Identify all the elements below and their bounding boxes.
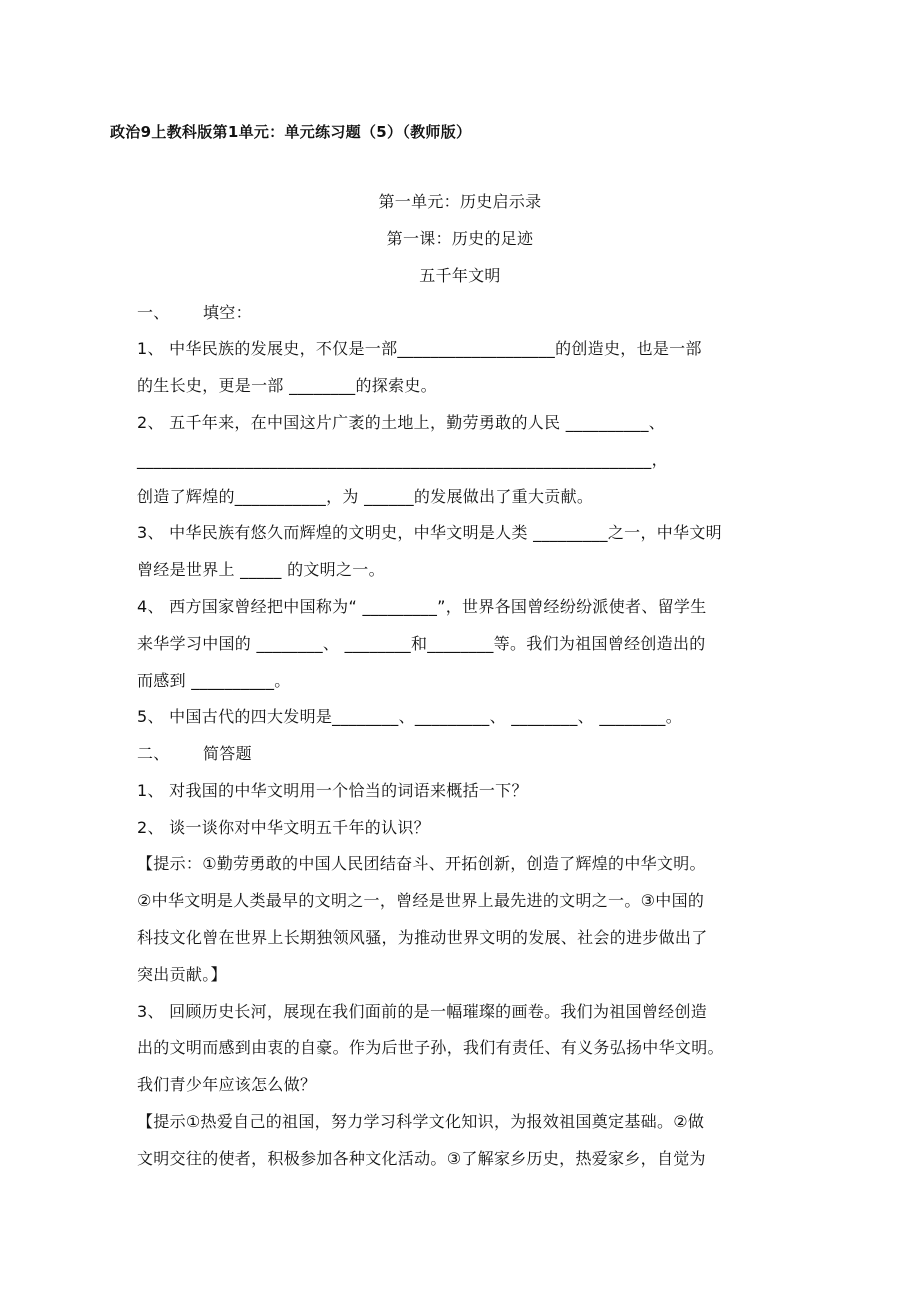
question-5: 5、 中国古代的四大发明是________、_________、 ________、 ________。 — [137, 707, 683, 726]
short-answer-3-line-3: 我们青少年应该怎么做？ — [137, 1075, 317, 1094]
hint-2-line-1: 【提示：①勤劳勇敢的中国人民团结奋斗、开拓创新，创造了辉煌的中华文明。 — [137, 854, 706, 873]
question-3-line-2: 曾经是世界上 _____ 的文明之一。 — [137, 560, 385, 579]
question-2-line-2: ______________________________________________________________， — [137, 450, 668, 469]
hint-3-line-2: 文明交往的使者，积极参加各种文化活动。③了解家乡历史，热爱家乡，自觉为 — [137, 1149, 706, 1168]
part1-number: 一、 — [137, 303, 170, 322]
lesson-title: 第一课：历史的足迹 — [386, 229, 534, 248]
short-answer-1: 1、 对我国的中华文明用一个恰当的词语来概括一下？ — [137, 781, 528, 800]
question-4-line-1: 4、 西方国家曾经把中国称为“ _________”，世界各国曾经纷纷派使者、留学生 — [137, 597, 707, 616]
section-title: 五千年文明 — [419, 266, 501, 285]
question-4-line-3: 而感到 __________。 — [137, 671, 291, 690]
short-answer-2: 2、 谈一谈你对中华文明五千年的认识？ — [137, 818, 430, 837]
short-answer-3-line-2: 出的文明而感到由衷的自豪。作为后世子孙，我们有责任、有义务弘扬中华文明。 — [137, 1038, 724, 1057]
document-title: 政治9上教科版第1单元：单元练习题（5）（教师版） — [110, 123, 472, 141]
unit-title: 第一单元：历史启示录 — [378, 192, 542, 211]
question-1-line-1: 1、 中华民族的发展史，不仅是一部___________________的创造史，也是一部 — [137, 339, 702, 358]
part2-label: 简答题 — [203, 744, 252, 763]
question-2-line-1: 2、 五千年来，在中国这片广袤的土地上，勤劳勇敢的人民 __________、 — [137, 413, 666, 432]
hint-3-line-1: 【提示①热爱自己的祖国，努力学习科学文化知识，为报效祖国奠定基础。②做 — [137, 1112, 705, 1131]
hint-2-line-2: ②中华文明是人类最早的文明之一，曾经是世界上最先进的文明之一。③中国的 — [137, 891, 705, 910]
question-1-line-2: 的生长史，更是一部 ________的探索史。 — [137, 376, 437, 395]
hint-2-line-4: 突出贡献。】 — [137, 965, 227, 984]
question-4-line-2: 来华学习中国的 ________、 ________和________等。我们为祖国曾经创造出的 — [137, 634, 706, 653]
hint-2-line-3: 科技文化曾在世界上长期独领风骚，为推动世界文明的发展、社会的进步做出了 — [137, 928, 708, 947]
short-answer-3-line-1: 3、 回顾历史长河，展现在我们面前的是一幅璀璨的画卷。我们为祖国曾经创造 — [137, 1002, 708, 1021]
question-3-line-1: 3、 中华民族有悠久而辉煌的文明史，中华文明是人类 _________之一，中华文明 — [137, 523, 722, 542]
part2-number: 二、 — [137, 744, 170, 763]
part1-label: 填空： — [203, 303, 252, 322]
question-2-line-3: 创造了辉煌的___________，为 ______的发展做出了重大贡献。 — [137, 487, 594, 506]
